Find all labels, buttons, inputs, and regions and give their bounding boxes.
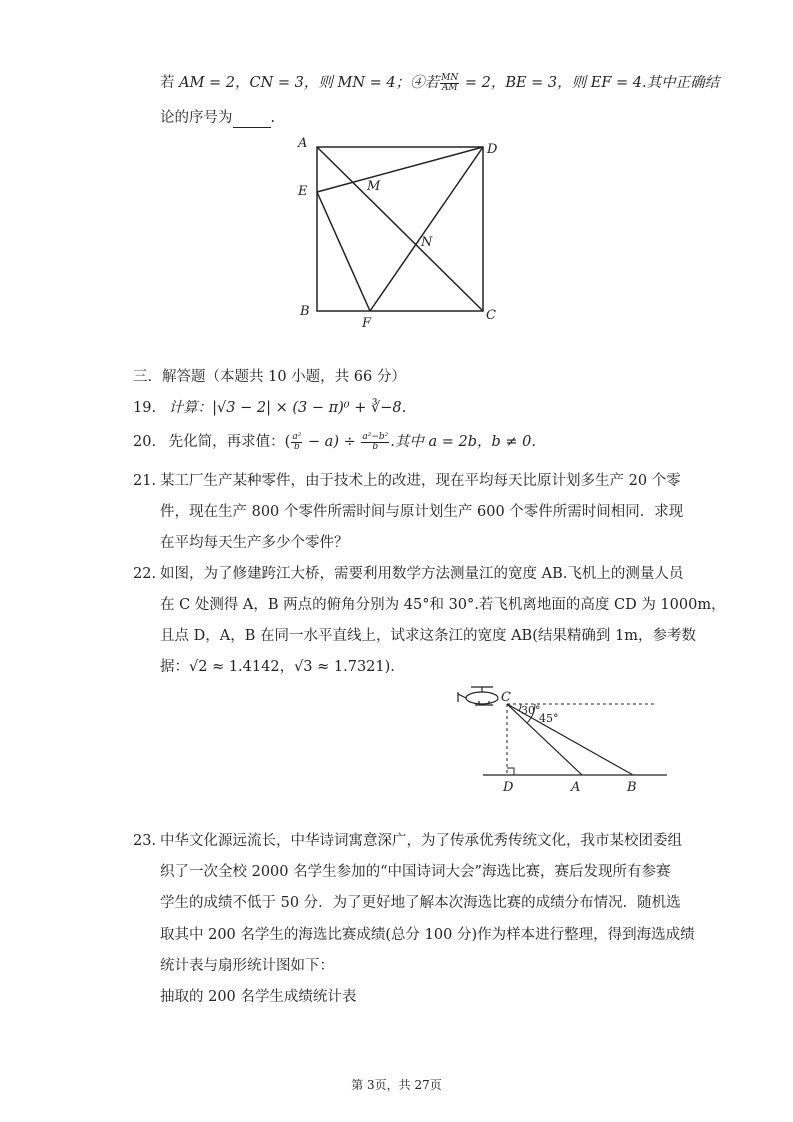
answer-blank bbox=[233, 113, 271, 128]
segment-ef bbox=[317, 192, 370, 311]
q18-period: . bbox=[270, 110, 276, 126]
label-b: B bbox=[627, 780, 637, 795]
label-angle-30: 30° bbox=[521, 704, 541, 717]
q18-fraction bbox=[440, 74, 459, 93]
river-diagram bbox=[455, 682, 675, 797]
label-c: C bbox=[501, 690, 511, 705]
segment-ac bbox=[317, 147, 483, 311]
page-footer: 第 3页，共 27页 bbox=[351, 1078, 442, 1092]
q21-line: 某工厂生产某种零件，由于技术上的改进，现在平均每天比原计划多生产 20 个零 bbox=[160, 473, 681, 489]
segment-fd bbox=[370, 147, 483, 311]
label-d: D bbox=[487, 142, 498, 157]
q20-fraction-1 bbox=[291, 433, 302, 452]
q21-line: 件，现在生产 800 个零件所需时间与原计划生产 600 个零件所需时间相同．求现 bbox=[160, 504, 684, 520]
q23-number: 23. bbox=[133, 833, 157, 849]
q19 bbox=[133, 398, 406, 418]
frac-num: MN bbox=[441, 72, 459, 83]
label-a: A bbox=[298, 136, 308, 151]
q23-line: 取其中 200 名学生的海选比赛成绩(总分 100 分)作为样本进行整理，得到海选成绩 bbox=[160, 927, 695, 943]
q20-fraction-2 bbox=[361, 433, 389, 452]
label-e: E bbox=[298, 184, 308, 199]
q20 bbox=[133, 432, 536, 452]
q23-line: 学生的成绩不低于 50 分．为了更好地了解本次海选比赛的成绩分布情况．随机选 bbox=[160, 895, 681, 911]
q23-line: 统计表与扇形统计图如下： bbox=[160, 958, 334, 974]
q22-line: 且点 D，A，B 在同一水平直线上，试求这条江的宽度 AB(结果精确到 1m，参考数 bbox=[160, 628, 696, 644]
q21-number: 21. bbox=[133, 473, 157, 489]
frac-den: AM bbox=[441, 82, 458, 93]
q23-table-caption: 抽取的 200 名学生成绩统计表 bbox=[160, 989, 357, 1005]
q20-text-mid: − a) ÷ bbox=[303, 434, 361, 450]
q21-line: 在平均每天生产多少个零件？ bbox=[160, 535, 349, 551]
label-m: M bbox=[367, 179, 381, 194]
label-a: A bbox=[571, 780, 581, 795]
q22-line: 在 C 处测得 A，B 两点的俯角分别为 45°和 30°.若飞机离地面的高度 CD 为 1000m， bbox=[160, 597, 726, 613]
frac-num: a² bbox=[292, 431, 302, 442]
right-angle-mark bbox=[507, 768, 514, 775]
q22-number: 22. bbox=[133, 566, 157, 582]
q18-math: AM = 2，CN = 3，则 MN = 4；④若 bbox=[179, 75, 440, 91]
label-c: C bbox=[486, 308, 496, 323]
q20-text-post: .其中 a = 2b，b ≠ 0. bbox=[390, 434, 536, 450]
square-diagram bbox=[290, 135, 510, 335]
section-title: 三．解答题（本题共 10 小题，共 66 分） bbox=[133, 369, 406, 385]
airplane-icon bbox=[458, 687, 498, 705]
label-d: D bbox=[503, 780, 514, 795]
label-b: B bbox=[300, 304, 310, 319]
label-angle-45: 45° bbox=[539, 712, 559, 725]
frac-den: b bbox=[293, 441, 300, 452]
frac-num: a²−b² bbox=[362, 431, 389, 442]
label-n: N bbox=[421, 235, 433, 250]
segment-ed bbox=[317, 147, 483, 192]
label-f: F bbox=[362, 316, 372, 331]
q23-line: 织了一次全校 2000 名学生参加的“中国诗词大会”海选比赛，赛后发现所有参赛 bbox=[160, 864, 671, 880]
q18-line2 bbox=[160, 108, 275, 128]
q18-line1 bbox=[160, 73, 719, 93]
q19-number: 19. bbox=[133, 400, 157, 416]
q23-line: 中华文化源远流长，中华诗词寓意深广，为了传承优秀传统文化，我市某校团委组 bbox=[160, 833, 682, 849]
frac-den: b bbox=[372, 441, 379, 452]
q18-text: 若 bbox=[160, 75, 180, 91]
q19-text: 计算：|√3 − 2| × (3 − π)⁰ + ∛−8. bbox=[168, 400, 407, 416]
q18-math-post: = 2，BE = 3，则 EF = 4.其中正确结 bbox=[460, 75, 720, 91]
q22-line: 据：√2 ≈ 1.4142，√3 ≈ 1.7321). bbox=[160, 659, 395, 675]
q22-line: 如图，为了修建跨江大桥，需要利用数学方法测量江的宽度 AB.飞机上的测量人员 bbox=[160, 566, 684, 582]
q18-answer-prompt: 论的序号为 bbox=[160, 110, 233, 126]
q20-text-pre: 先化简，再求值：( bbox=[168, 434, 291, 450]
q20-number: 20. bbox=[133, 434, 157, 450]
